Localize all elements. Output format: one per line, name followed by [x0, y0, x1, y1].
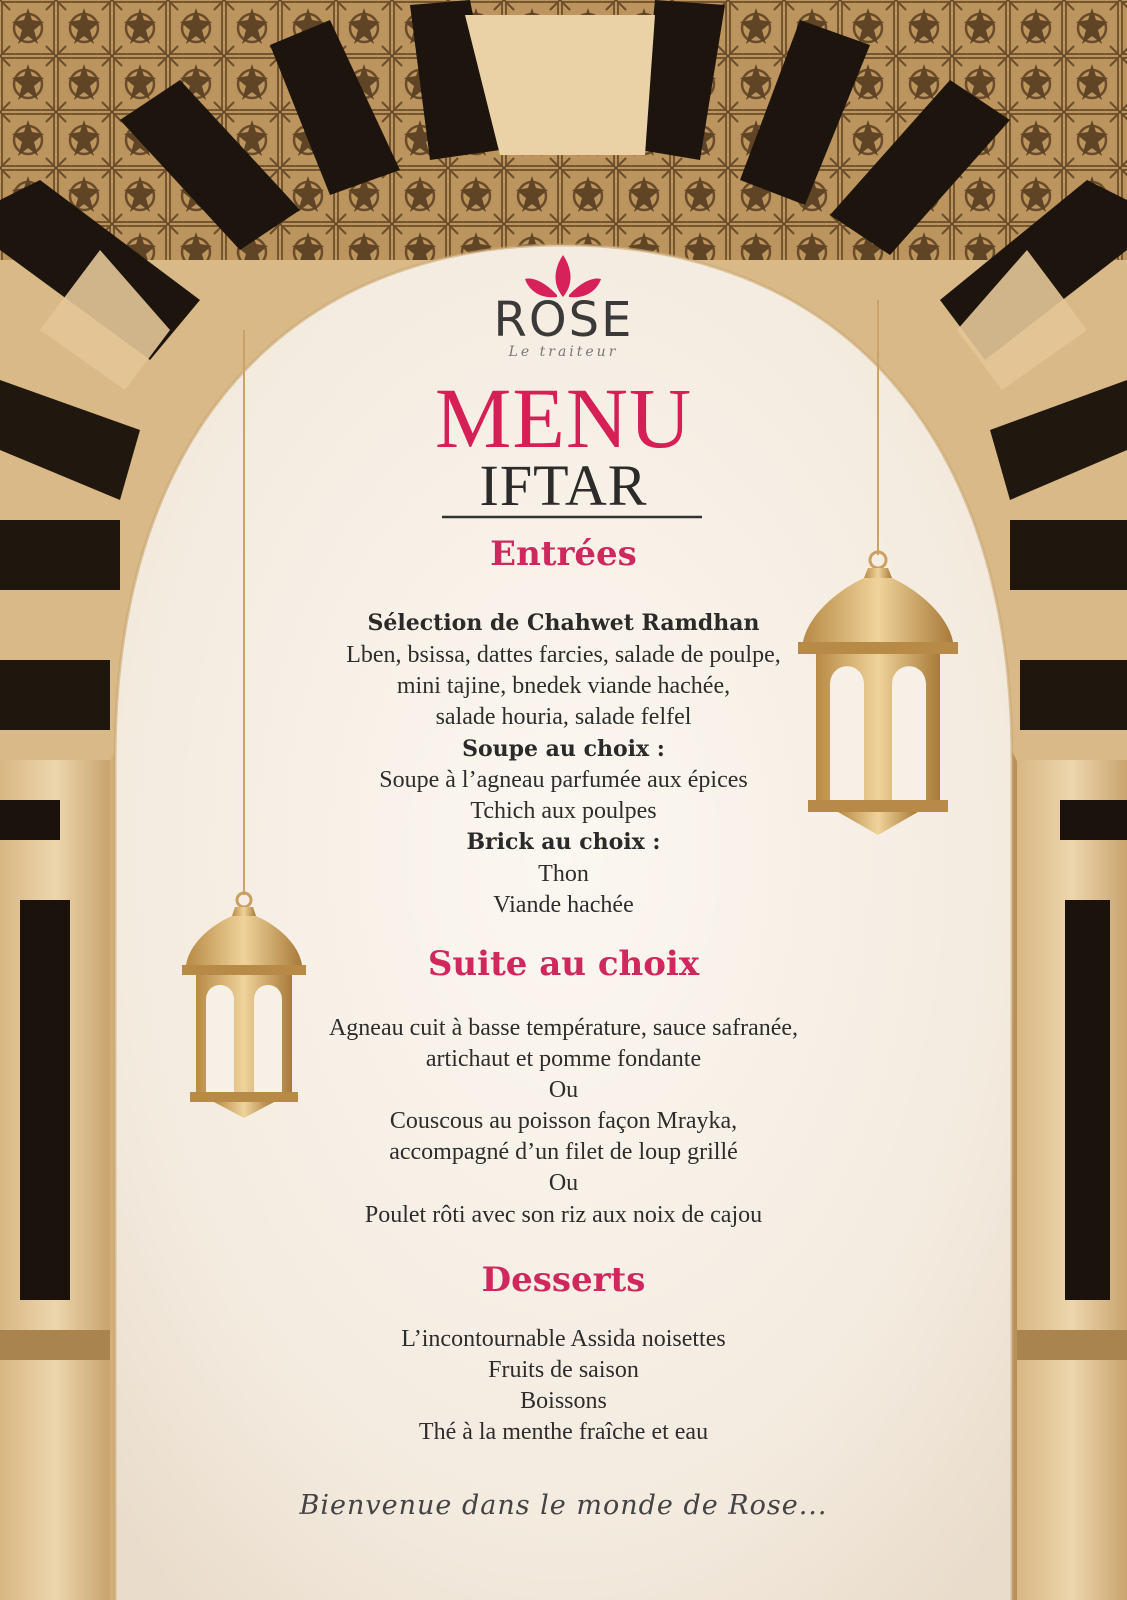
menu-line: Soupe à l’agneau parfumée aux épices [379, 767, 748, 793]
section-heading-entrees: Entrées [490, 534, 637, 574]
menu-line: Sélection de Chahwet Ramdhan [367, 610, 760, 636]
menu-line: Brick au choix : [466, 829, 661, 855]
menu-line: Ou [548, 1170, 579, 1196]
tagline: Bienvenue dans le monde de Rose... [299, 1490, 828, 1521]
menu-line: Thé à la menthe fraîche et eau [418, 1419, 709, 1445]
menu-line: mini tajine, bnedek viande hachée, [396, 673, 731, 699]
logo-subtitle: Le traiteur [508, 344, 619, 360]
menu-line: Couscous au poisson façon Mrayka, [389, 1108, 738, 1134]
section-heading-suite: Suite au choix [427, 944, 700, 984]
menu-line: Ou [548, 1077, 579, 1103]
menu-title: MENU [434, 370, 693, 466]
menu-line: Tchich aux poulpes [470, 798, 657, 824]
menu-line: accompagné d’un filet de loup grillé [389, 1139, 738, 1165]
menu-line: Boissons [520, 1388, 607, 1414]
menu-line: L’incontournable Assida noisettes [401, 1326, 726, 1352]
menu-line: artichaut et pomme fondante [425, 1046, 702, 1072]
menu-line: Thon [538, 861, 589, 887]
menu-line: Fruits de saison [488, 1357, 639, 1383]
menu-line: Agneau cuit à basse température, sauce safranée, [328, 1015, 799, 1041]
menu-subtitle: IFTAR [479, 453, 648, 518]
menu-line: Viande hachée [493, 892, 634, 918]
logo-wordmark: ROSE [493, 292, 634, 348]
menu-line: Soupe au choix : [462, 736, 665, 762]
menu-line: Lben, bsissa, dattes farcies, salade de poulpe, [346, 642, 781, 668]
menu-line: salade houria, salade felfel [435, 704, 692, 730]
menu-line: Poulet rôti avec son riz aux noix de cajou [364, 1202, 763, 1228]
section-heading-desserts: Desserts [481, 1260, 646, 1300]
